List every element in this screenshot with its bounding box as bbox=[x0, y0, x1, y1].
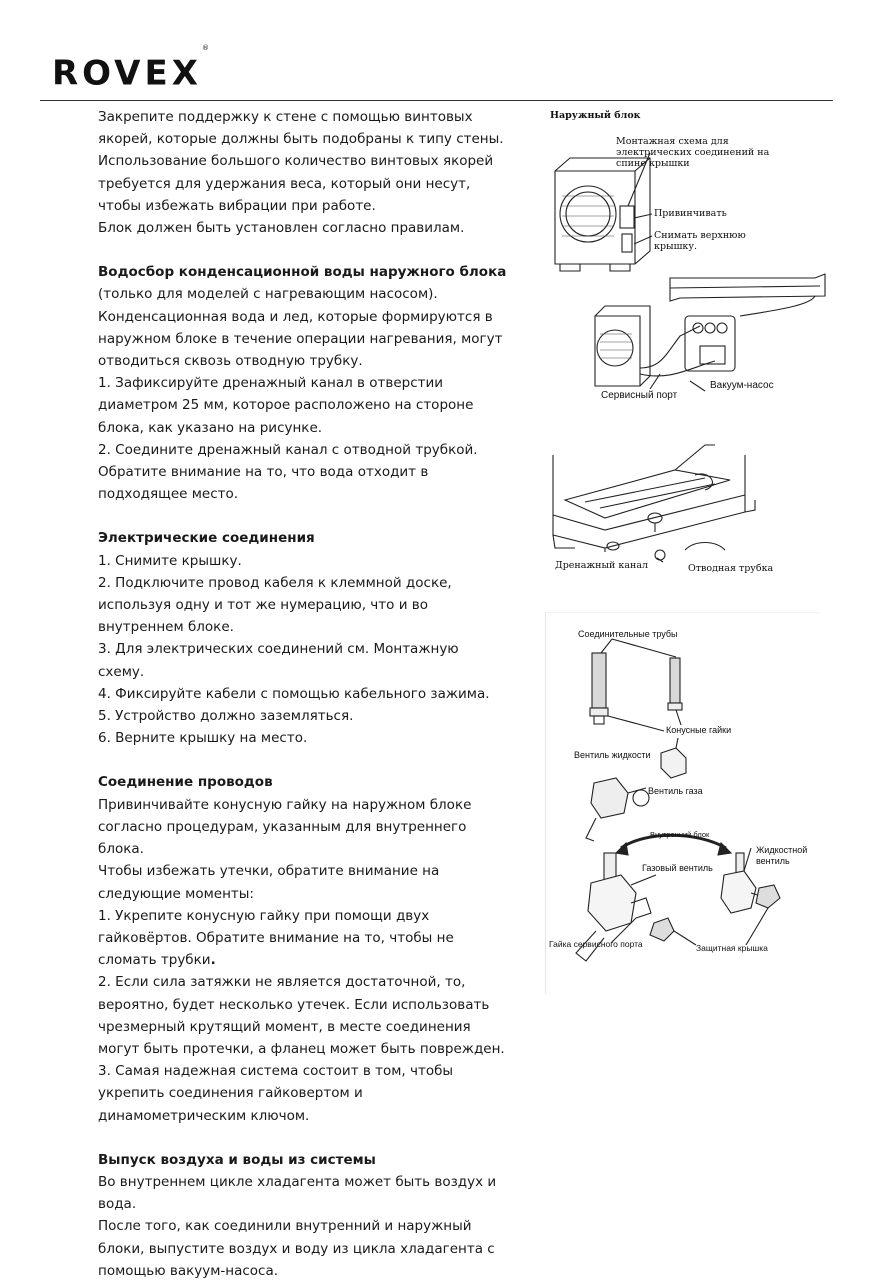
electrical-heading: Электрические соединения bbox=[98, 530, 315, 547]
brand-logo: ROVEX® bbox=[52, 44, 209, 94]
wiring-diagram-label: Монтажная схема для электрических соединений на спине крышки bbox=[616, 136, 770, 169]
drainage-line: 1. Зафиксируйте дренажный канал в отверстии диаметром 25 мм, которое расположено на стороне блока, как указано на рисунке. bbox=[98, 375, 474, 436]
remove-cover-label: Снимать верхнюю крышку. bbox=[654, 230, 746, 252]
drain-channel-label: Дренажный канал bbox=[555, 560, 649, 571]
figure-drain bbox=[545, 440, 825, 580]
header-divider bbox=[40, 100, 833, 101]
pipes-heading: Соединение проводов bbox=[98, 774, 273, 791]
gas-valve-2-label: Газовый вентиль bbox=[642, 863, 713, 873]
service-port-label: Сервисный порт bbox=[601, 390, 678, 401]
purge-heading: Выпуск воздуха и воды из системы bbox=[98, 1151, 376, 1168]
pipes-line: Чтобы избежать утечки, обратите внимание на следующие моменты: bbox=[98, 863, 440, 902]
pipe-connections-illustration bbox=[546, 613, 821, 995]
drainage-heading: Водосбор конденсационной воды наружного блока bbox=[98, 264, 507, 281]
electrical-step: 2. Подключите провод кабеля к клеммной доске, используя одну и тот же нумерацию, что и во внутреннем блоке. bbox=[98, 574, 452, 636]
pipes-line: 1. Укрепите конусную гайку при помощи двух гайковёртов. Обратите внимание на то, чтобы не сломать трубки. bbox=[98, 907, 454, 969]
connecting-pipes-label: Соединительные трубы bbox=[578, 629, 678, 639]
drain-illustration bbox=[545, 440, 825, 580]
registered-mark: ® bbox=[201, 44, 209, 52]
electrical-step: 5. Устройство должно заземляться. bbox=[98, 708, 354, 725]
electrical-step: 1. Снимите крышку. bbox=[98, 552, 242, 569]
purge-line: Во внутреннем цикле хладагента может быть воздух и вода. bbox=[98, 1173, 497, 1213]
drain-pipe-label: Отводная трубка bbox=[688, 563, 774, 574]
service-port-nut-label: Гайка сервисного порта bbox=[549, 939, 643, 949]
bold-period: . bbox=[210, 952, 216, 969]
gas-valve-label: Вентиль газа bbox=[648, 786, 703, 796]
instructions-text bbox=[98, 106, 508, 1282]
protective-cap-label: Защитная крышка bbox=[696, 943, 768, 953]
electrical-step: 6. Верните крышку на место. bbox=[98, 730, 308, 747]
intro-paragraph: Закрепите поддержку к стене с помощью винтовых якорей, которые должны быть подобраны к типу стены. bbox=[98, 109, 504, 148]
screw-label: Привинчивать bbox=[654, 208, 727, 219]
figure-pipe-connections bbox=[545, 612, 820, 994]
electrical-step: 4. Фиксируйте кабели с помощью кабельного зажима. bbox=[98, 685, 490, 702]
drainage-line: (только для моделей с нагревающим насосом). bbox=[98, 286, 438, 303]
electrical-step: 3. Для электрических соединений см. Монтажную схему. bbox=[98, 641, 459, 680]
drainage-line: 2. Соедините дренажный канал с отводной трубкой. Обратите внимание на то, что вода отходит в подходящее место. bbox=[98, 441, 478, 503]
intro-paragraph: Использование большого количество винтовых якорей требуется для удержания веса, который они несут, чтобы избежать вибрации при работе. bbox=[98, 153, 494, 214]
vacuum-pump-label: Вакуум-насос bbox=[710, 380, 774, 391]
figure1-title: Наружный блок bbox=[550, 110, 641, 121]
pipes-line: 3. Самая надежная система состоит в том, чтобы укрепить соединения гайковертом и динамометрическим ключом. bbox=[98, 1063, 454, 1124]
drainage-line: Конденсационная вода и лед, которые формируются в наружном блоке в течение операции нагревания, могут отводиться сквозь отводную трубку. bbox=[98, 308, 503, 370]
liquid-valve-label: Вентиль жидкости bbox=[574, 750, 651, 760]
indoor-unit-label: Внутренний блок bbox=[650, 830, 710, 839]
pipes-line: 2. Если сила затяжки не является достаточной, то, вероятно, будет несколько утечек. Если использовать чрезмерный крутящий момент, в месте соединения могут быть протечки, а фланец может быть поврежден. bbox=[98, 974, 505, 1057]
pipes-line: Привинчивайте конусную гайку на наружном блоке согласно процедурам, указанным для внутреннего блока. bbox=[98, 796, 472, 858]
liquid-valve-2-label: Жидкостной вентиль bbox=[756, 845, 808, 866]
figure-outdoor-unit bbox=[540, 106, 830, 406]
flare-nuts-label: Конусные гайки bbox=[666, 725, 732, 735]
purge-line: После того, как соединили внутренний и наружный блоки, выпустите воздух и воду из цикла хладагента с помощью вакуум-насоса. bbox=[98, 1218, 495, 1279]
intro-paragraph: Блок должен быть установлен согласно правилам. bbox=[98, 220, 465, 237]
